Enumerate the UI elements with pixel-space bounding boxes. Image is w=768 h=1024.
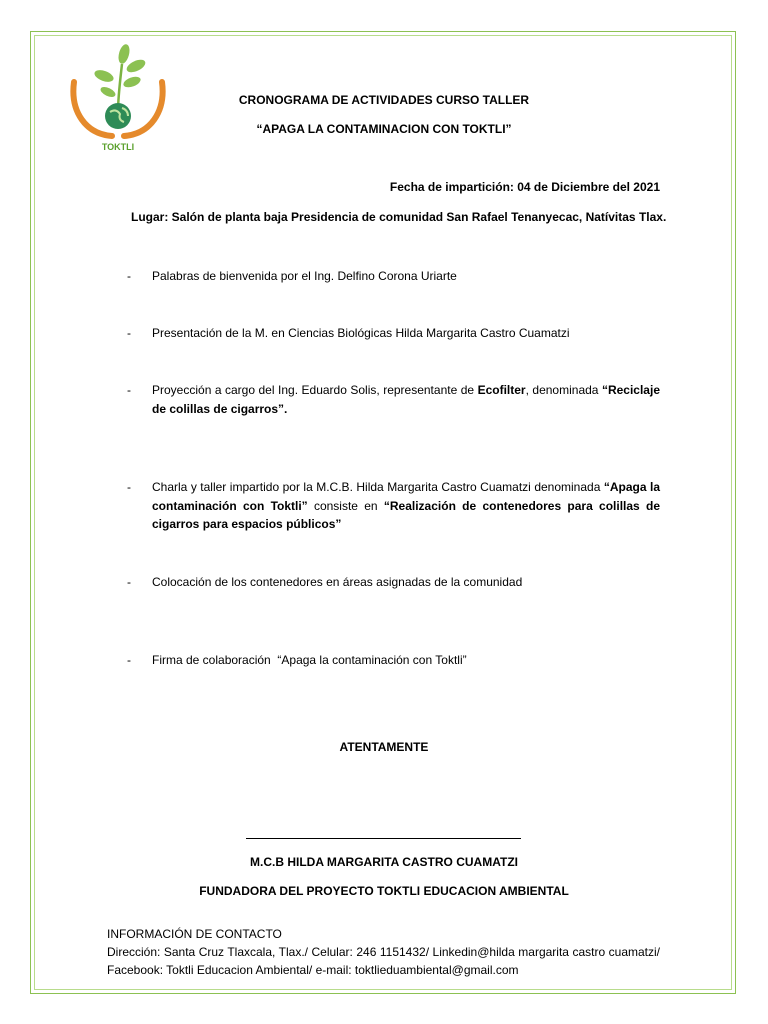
leaf-left-mid	[99, 85, 117, 99]
bullet-1: -	[127, 269, 131, 283]
activity-item-1: Palabras de bienvenida por el Ing. Delfino Corona Uriarte	[152, 269, 457, 283]
activity-item-3-title: “Reciclaje de colillas de cigarros”.	[152, 383, 660, 416]
activity-item-4-description: “Realización de contenedores para colillas de cigarros para espacios públicos”	[152, 498, 661, 531]
signer-name: M.C.B HILDA MARGARITA CASTRO CUAMATZI	[250, 855, 518, 869]
activity-item-2: Presentación de la M. en Ciencias Biológicas Hilda Margarita Castro Cuamatzi	[152, 326, 570, 340]
activity-item-4-text2: consiste en	[307, 498, 384, 513]
activity-item-3-org: Ecofilter	[477, 383, 526, 397]
right-hand-arc	[124, 82, 163, 136]
leaf-top	[117, 43, 132, 65]
activity-item-3-text2: , denominada	[525, 383, 602, 397]
bullet-6: -	[127, 653, 131, 667]
activity-item-3	[152, 381, 660, 418]
activity-item-5: Colocación de los contenedores en áreas asignadas de la comunidad	[152, 575, 523, 589]
leaf-left-high	[93, 68, 115, 84]
leaf-right-mid	[122, 75, 142, 90]
document-subtitle: “APAGA LA CONTAMINACION CON TOKTLI”	[256, 122, 512, 136]
activity-item-4-text: Charla y taller impartido por la M.C.B. Hilda Margarita Castro Cuamatzi denominada	[152, 480, 604, 494]
document-title: CRONOGRAMA DE ACTIVIDADES CURSO TALLER	[238, 93, 530, 107]
contact-details: Dirección: Santa Cruz Tlaxcala, Tlax./ Celular: 246 1151432/ Linkedin@hilda margarita castro cuamatzi/ Facebook: Toktli Educacion Ambiental/ e-mail: toktlieduambiental@gmail.com	[107, 945, 660, 977]
closing-regards: ATENTAMENTE	[339, 740, 429, 754]
activity-item-4	[152, 478, 660, 534]
bullet-4: -	[127, 480, 131, 494]
event-place: Lugar: Salón de planta baja Presidencia de comunidad San Rafael Tenanyecac, Natívitas Tlax.	[131, 210, 667, 224]
toktli-logo	[66, 42, 170, 156]
bullet-3: -	[127, 383, 131, 397]
activity-item-6: Firma de colaboración “Apaga la contaminación con Toktli”	[152, 653, 467, 667]
leaf-right-high	[125, 57, 147, 75]
signature-line	[246, 838, 521, 839]
signer-role: FUNDADORA DEL PROYECTO TOKTLI EDUCACION AMBIENTAL	[199, 884, 569, 898]
logo-brand-text: TOKTLI	[101, 142, 135, 152]
activity-item-4-title: “Apaga la contaminación con Toktli”	[152, 480, 660, 513]
bullet-5: -	[127, 575, 131, 589]
activity-item-3-text: Proyección a cargo del Ing. Eduardo Solis, representante de	[152, 383, 478, 397]
contact-heading: INFORMACIÓN DE CONTACTO	[107, 927, 282, 941]
bullet-2: -	[127, 326, 131, 340]
event-date: Fecha de impartición: 04 de Diciembre del 2021	[389, 180, 660, 194]
